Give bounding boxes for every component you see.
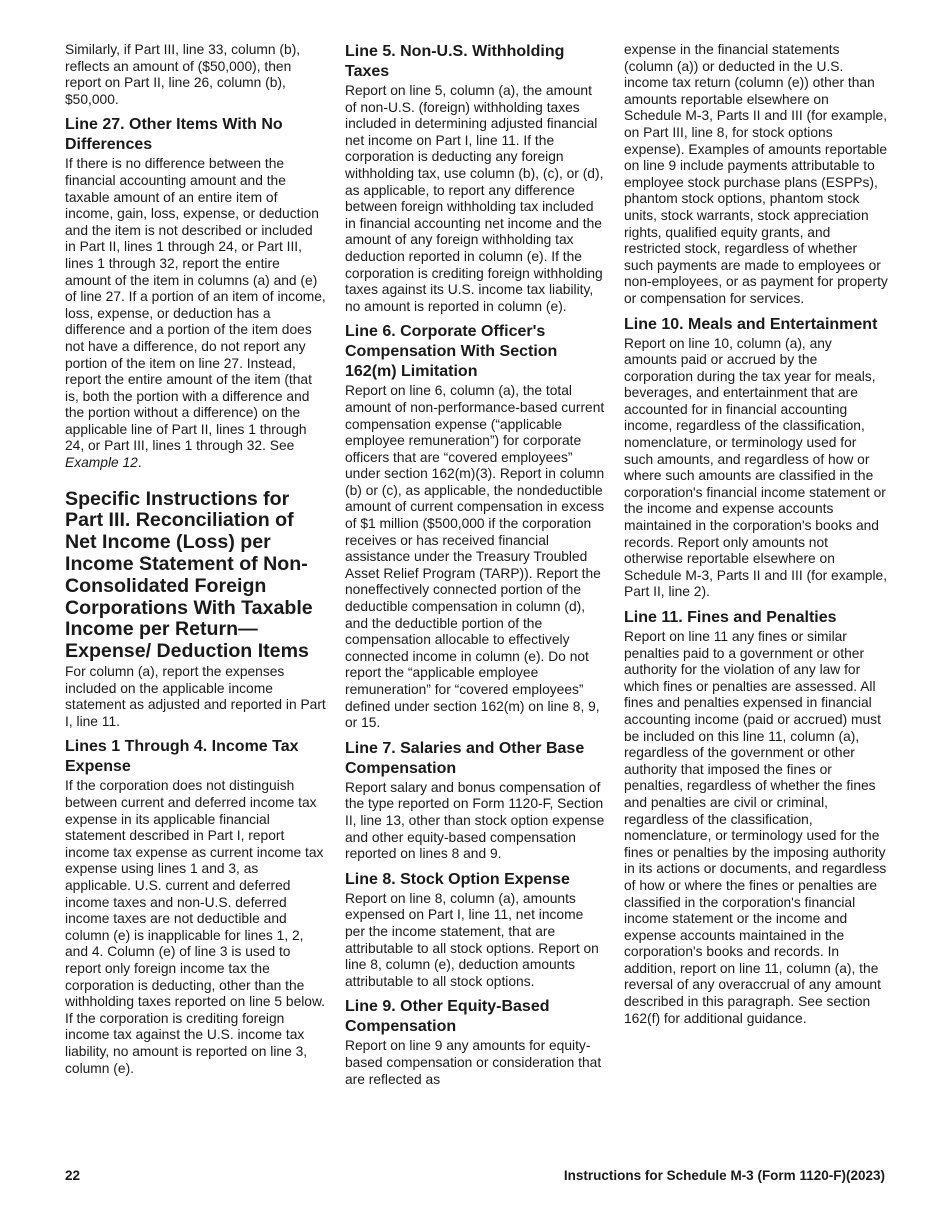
heading-line-11: Line 11. Fines and Penalties [624,609,837,626]
heading-line-7: Line 7. Salaries and Other Base Compensation [345,739,585,777]
paragraph-part2-line26-cont: Similarly, if Part III, line 33, column (b), reflects an amount of ($50,000), then report on Part II, line 26, column (b), $50,000. [65,42,301,107]
heading-line-9: Line 9. Other Equity-Based Compensation [345,998,550,1036]
paragraph-part-3-intro: For column (a), report the expenses included on the applicable income statement as adjusted and reported in Part I, line 11. [65,664,326,729]
column-left [65,42,327,1077]
paragraph-line-27 [65,156,327,471]
column-right [624,42,888,1027]
example-12-reference: Example 12 [65,455,138,471]
paragraph-line-7: Report salary and bonus compensation of the type reported on Form 1120-F, Section II, line 13, other than stock option expense and other equity-based compensation reported on lines 8 and 9. [345,779,605,862]
paragraph-line-11: Report on line 11 any fines or similar penalties paid to a government or other authority for the violation of any law for which fines or penalties are assessed. All fines and penalties expensed in financial accounting income (paid or accrued) must be included on this line 11, column (a), regardless of the government or other authority that imposed the fines or penalties, regardless of whether the fines and penalties are civil or criminal, regardless of the classification, nomenclature, or terminology used for the fines or penalties by the imposing authority in its actions or documents, and regardless of how or where the fines or penalties are classified in the corporation's financial income statement or the income and expense accounts maintained in the corporation's books and records. In addition, report on line 11, column (a), the reversal of any overaccrual of any amount described in this paragraph. See section 162(f) for additional guidance. [624,629,887,1026]
paragraph-line-9-cont: expense in the financial statements (column (a)) or deducted in the U.S. income tax return (column (e)) other than amounts reportable elsewhere on Schedule M-3, Parts II and III (for example, on Part III, line 8, for stock options expense). Examples of amounts reportable on line 9 include payments attributable to employee stock purchase plans (ESPPs), phantom stock options, phantom stock units, stock warrants, stock appreciation rights, qualified equity grants, and restricted stock, regardless of whether such payments are made to employees or non-employees, or as payment for property or compensation for services. [624,42,888,306]
heading-part-3-instructions: Specific Instructions for Part III. Reconciliation of Net Income (Loss) per Income Statement of Non-Consolidated Foreign Corporations With Taxable Income per Return—Expense/ Deduction Items [65,487,313,663]
paragraph-line-27-end: . [137,455,142,471]
paragraph-line-9: Report on line 9 any amounts for equity-based compensation or consideration that are reflected as [345,1038,602,1087]
heading-lines-1-4: Lines 1 Through 4. Income Tax Expense [65,738,299,776]
paragraph-line-27-text: If there is no difference between the financial accounting amount and the taxable amount of an entire item of income, gain, loss, expense, or deduction and the item is not described or included in Part II, lines 1 through 24, or Part III, lines 1 through 32, report the entire amount of the item in columns (a) and (e) of line 27. If a portion of an item of income, loss, expense, or deduction has a difference and a portion of the item does not have a difference, do not report any portion of the item on line 27. Instead, report the entire amount of the item (that is, both the portion with a difference and the portion without a difference) on the applicable line of Part II, lines 1 through 24, or Part III, lines 1 through 32. See [65,156,326,454]
column-middle [345,42,607,1088]
paragraph-line-6: Report on line 6, column (a), the total amount of non-performance-based current compensation expense (“applicable employee remuneration”) for corporate officers that are “covered employees” under section 162(m)(3). Report in column (b) or (c), as applicable, the nondeductible amount of current compensation in excess of $1 million ($500,000 if the corporation receives or has received financial assistance under the Treasury Troubled Asset Relief Program (TARP)). Report the noneffectively connected portion of the deductible compensation in column (d), and the deductible portion of the compensation allocable to effectively connected income in column (e). Do not report the “applicable employee remuneration” for “covered employees” defined under section 162(m) on line 8, 9, or 15. [345,383,605,731]
page-number: 22 [65,1168,81,1183]
paragraph-line-5: Report on line 5, column (a), the amount of non-U.S. (foreign) withholding taxes included in determining adjusted financial net income on Part I, line 11. If the corporation is deducting any foreign withholding tax, use column (b), (c), or (d), as applicable, to report any difference between foreign withholding tax included in financial accounting net income and the amount of any foreign withholding tax deduction reported in column (e). If the corporation is crediting foreign withholding taxes against its U.S. income tax liability, no amount is reported in column (e). [345,83,604,314]
heading-line-27: Line 27. Other Items With No Differences [65,116,283,154]
document-title: Instructions for Schedule M-3 (Form 1120-F)(2023) [563,1168,885,1183]
paragraph-line-10: Report on line 10, column (a), any amounts paid or accrued by the corporation during the tax year for meals, beverages, and entertainment that are accounted for in financial accounting income, regardless of the classification, nomenclature, or terminology used for such amounts, and regardless of how or where such amounts are classified in the corporation's financial income statement or the income and expense accounts maintained in the corporation's books and records. Report only amounts not otherwise reportable elsewhere on Schedule M-3, Parts II and III (for example, Part II, line 2). [624,335,888,600]
paragraph-lines-1-4: If the corporation does not distinguish between current and deferred income tax expense in its applicable financial statement described in Part I, report income tax expense as current income tax expense using lines 1 and 3, as applicable. U.S. current and deferred income taxes and non-U.S. deferred income taxes are not deductible and column (e) is inapplicable for lines 1, 2, and 4. Column (e) of line 3 is used to report only foreign income tax the corporation is deducting, other than the withholding taxes reported on line 5 below. If the corporation is crediting foreign income tax against the U.S. income tax liability, no amount is reported on line 3, column (e). [65,778,326,1076]
heading-line-6: Line 6. Corporate Officer's Compensation With Section 162(m) Limitation [345,323,558,381]
heading-line-10: Line 10. Meals and Entertainment [624,315,878,333]
paragraph-line-8: Report on line 8, column (a), amounts expensed on Part I, line 11, net income per the income statement, that are attributable to all stock options. Report on line 8, column (e), deduction amounts attributable to all stock options. [345,890,599,989]
heading-line-5: Line 5. Non-U.S. Withholding Taxes [345,43,565,80]
heading-line-8: Line 8. Stock Option Expense [345,870,570,888]
